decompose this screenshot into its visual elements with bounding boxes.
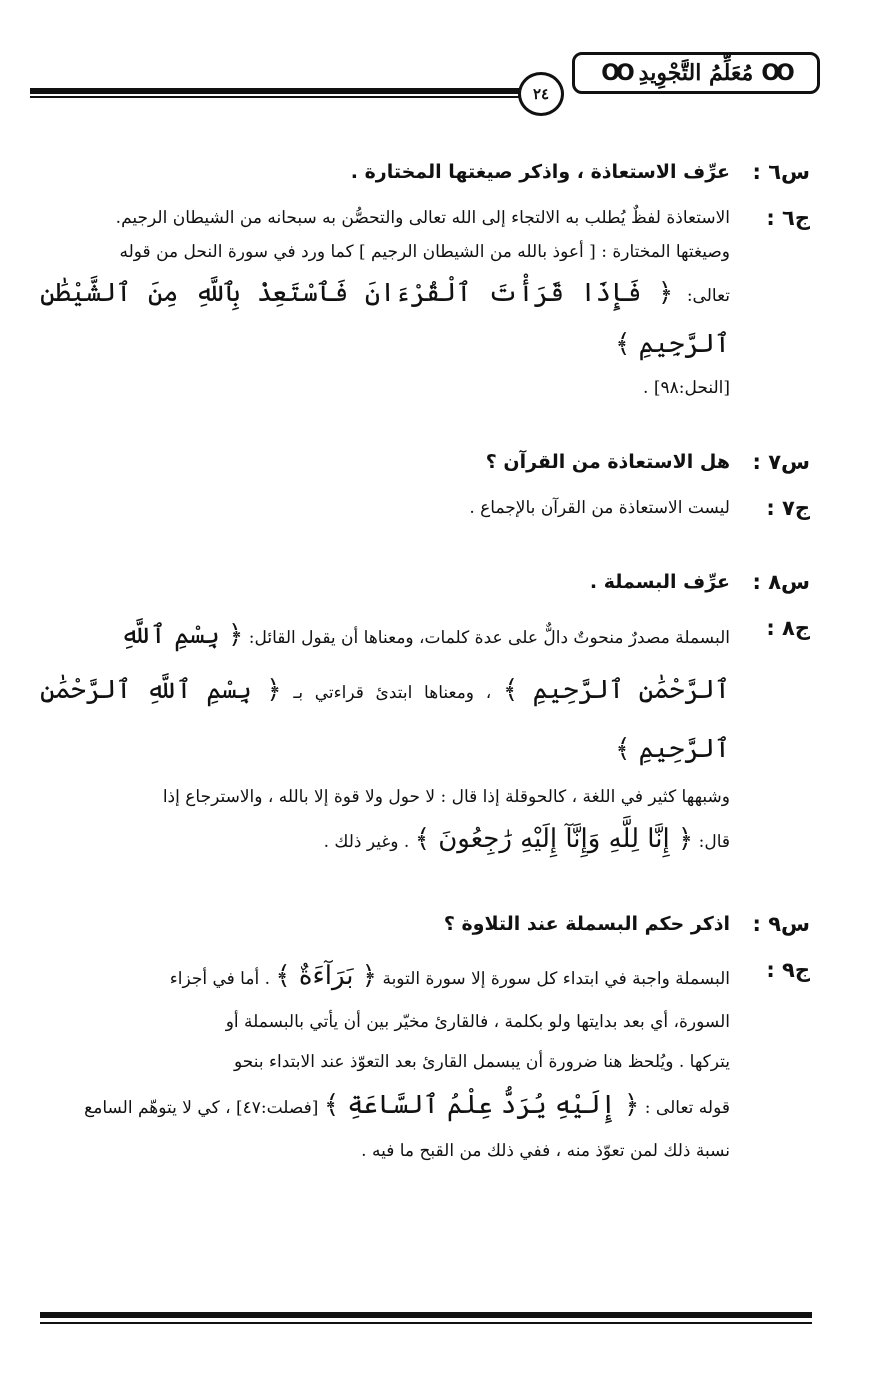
quran-verse: ﴿ إِنَّا لِلَّهِ وَإِنَّآ إِلَيْهِ رَٰجِعُونَ ﴾ [414, 824, 694, 854]
ornament-circles-icon: OO [601, 60, 631, 86]
answer-line: يتركها . ويُلحظ هنا ضرورة أن يبسمل القارئ بعد التعوّذ عند الابتداء بنحو [233, 1052, 730, 1072]
header-rule [30, 88, 520, 94]
quran-verse: ﴿ بَرَآءَةٌ ﴾ [275, 961, 378, 991]
page-header [30, 52, 820, 144]
question-label: س٨ : [752, 570, 810, 594]
qa-block-8 [40, 565, 810, 867]
answer-text [40, 953, 730, 1171]
quran-verse: ﴿ بِسْمِ ٱللَّهِ [120, 620, 244, 650]
header-rule-thin [30, 96, 520, 98]
answer-line: . أما في أجزاء [169, 969, 270, 989]
answer-line: ، ومعناها ابتدئ قراءتي بـ [293, 683, 492, 703]
question-text: عرِّف الاستعاذة ، واذكر صيغتها المختارة . [350, 161, 730, 183]
quran-verse: ﴿ بِسْمِ ٱللَّهِ ٱلرَّحْمَٰنِ ٱلرَّحِيمِ ﴾ [40, 675, 730, 764]
answer-text [40, 201, 730, 405]
page-number: ٢٤ [518, 72, 564, 116]
question-label: س٦ : [752, 160, 810, 184]
answer-label: ج٩ : [766, 958, 810, 982]
qa-block-7 [40, 445, 810, 525]
page-content [40, 155, 810, 1211]
answer-label: ج٨ : [766, 616, 810, 640]
answer-line: وشبهها كثير في اللغة ، كالحوقلة إذا قال : لا حول ولا قوة إلا بالله ، والاسترجاع إذا [162, 787, 730, 807]
question-text: اذكر حكم البسملة عند التلاوة ؟ [443, 913, 730, 935]
answer-line: ، كي لا يتوهّم السامع [84, 1098, 231, 1118]
question-text: عرِّف البسملة . [589, 571, 730, 593]
quran-verse: ﴿ إِلَيْهِ يُرَدُّ عِلْمُ ٱلسَّاعَةِ ﴾ [323, 1090, 640, 1120]
answer-text [40, 611, 730, 867]
footer-rule [40, 1312, 812, 1318]
footer-rule-thin [40, 1322, 812, 1324]
answer-line: نسبة ذلك لمن تعوّذ منه ، ففي ذلك من القبح ما فيه . [361, 1141, 730, 1161]
question-text: هل الاستعاذة من القرآن ؟ [485, 451, 730, 473]
verse-reference: [النحل:٩٨] . [643, 378, 730, 398]
answer-line: وصيغتها المختارة : [ أعوذ بالله من الشيطان الرجيم ] كما ورد في سورة النحل من قوله [119, 242, 730, 262]
ornament-circles-icon: OO [761, 60, 791, 86]
answer-line: البسملة مصدرٌ منحوتٌ دالٌّ على عدة كلمات، ومعناها أن يقول القائل: [248, 628, 730, 648]
qa-block-9 [40, 907, 810, 1171]
answer-line: قوله تعالى : [644, 1098, 730, 1118]
answer-text: ليست الاستعاذة من القرآن بالإجماع . [469, 498, 730, 518]
answer-label: ج٧ : [766, 496, 810, 520]
quran-verse: ٱلرَّحْمَٰنِ ٱلرَّحِيمِ ﴾ [502, 675, 731, 705]
answer-line: . وغير ذلك . [323, 832, 410, 852]
quran-verse: ﴿ فَإِذَا قَرَأْتَ ٱلْقُرْءَانَ فَٱسْتَعِذْ بِٱللَّهِ مِنَ ٱلشَّيْطَٰنِ ٱلرَّجِيمِ ﴾ [40, 278, 730, 359]
answer-label: ج٦ : [766, 206, 810, 230]
answer-line: السورة، أي بعد بدايتها ولو بكلمة ، فالقارئ مخيّر بين أن يأتي بالبسملة أو [225, 1012, 730, 1032]
answer-line: البسملة واجبة في ابتداء كل سورة إلا سورة التوبة [382, 969, 730, 989]
book-title: مُعَلِّمُ التَّجْوِيدِ [638, 60, 754, 86]
answer-line: الاستعاذة لفظٌ يُطلب به الالتجاء إلى الله تعالى والتحصُّن به سبحانه من الشيطان الرجيم. [115, 208, 730, 228]
answer-line: قال: [698, 832, 730, 852]
qa-block-6 [40, 155, 810, 405]
verse-intro: تعالى: [686, 286, 731, 306]
verse-reference: [فصلت:٤٧] [235, 1098, 319, 1118]
question-label: س٩ : [752, 912, 810, 936]
question-label: س٧ : [752, 450, 810, 474]
book-title-box [572, 52, 820, 94]
